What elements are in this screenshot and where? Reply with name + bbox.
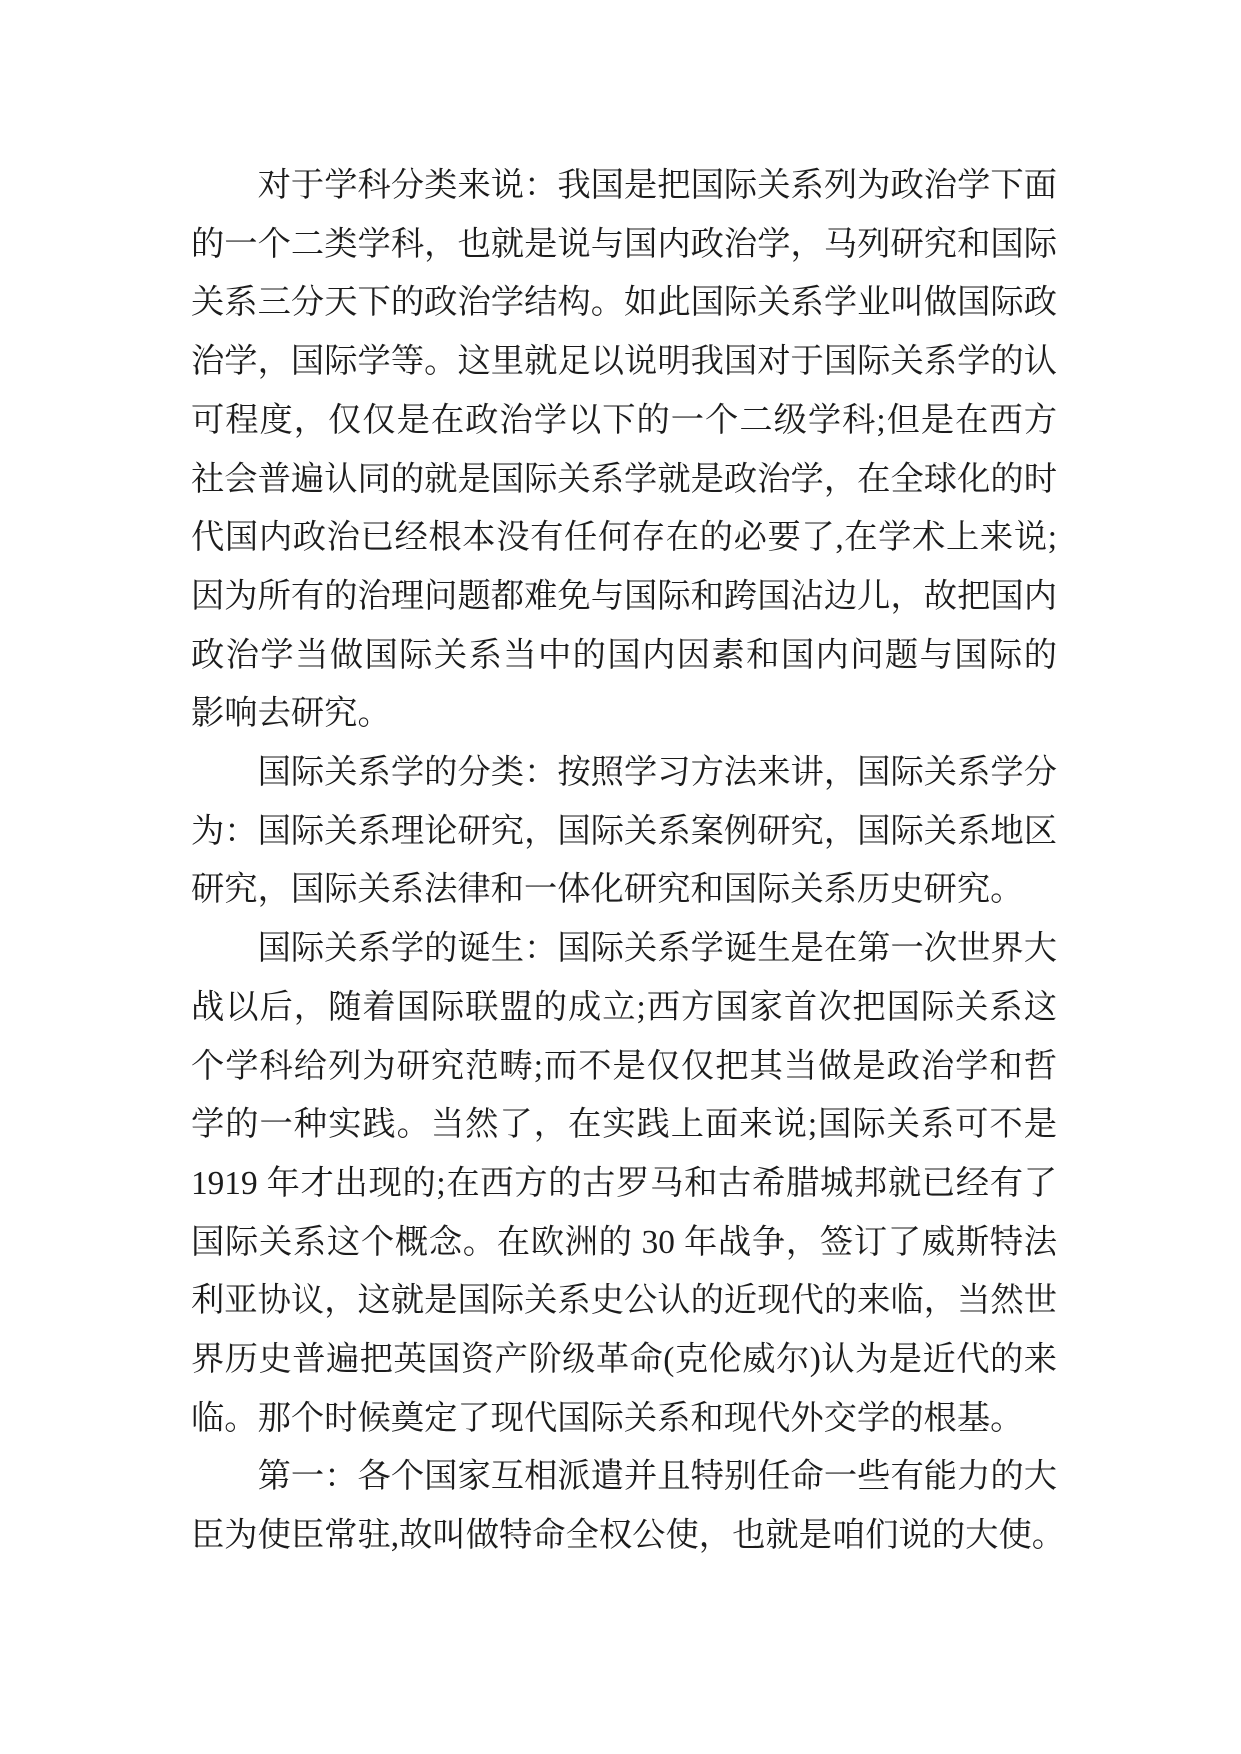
text-line: 关系三分天下的政治学结构。如此国际关系学业叫做国际政 (191, 284, 1057, 322)
text-line: 因为所有的治理问题都难免与国际和跨国沾边儿，故把国内 (191, 577, 1057, 615)
paragraph-ir-birth (191, 920, 1057, 1448)
text-line: 1919 年才出现的;在西方的古罗马和古希腊城邦就已经有了 (191, 1164, 1057, 1202)
text-line: 第一：各个国家互相派遣并且特别任命一些有能力的大 (257, 1458, 1057, 1496)
text-line: 个学科给列为研究范畴;而不是仅仅把其当做是政治学和哲 (191, 1047, 1057, 1085)
text-line: 可程度，仅仅是在政治学以下的一个二级学科;但是在西方 (191, 401, 1057, 439)
text-line: 臣为使臣常驻,故叫做特命全权公使，也就是咱们说的大使。 (191, 1517, 1066, 1555)
text-line: 学的一种实践。当然了，在实践上面来说;国际关系可不是 (191, 1106, 1057, 1144)
text-line: 代国内政治已经根本没有任何存在的必要了,在学术上来说; (191, 519, 1057, 557)
text-line: 影响去研究。 (191, 695, 391, 733)
text-line: 国际关系学的诞生：国际关系学诞生是在第一次世界大 (257, 930, 1057, 968)
text-line: 利亚协议，这就是国际关系史公认的近现代的来临，当然世 (191, 1282, 1057, 1320)
text-line: 国际关系这个概念。在欧洲的 30 年战争，签订了威斯特法 (191, 1223, 1057, 1261)
text-line: 政治学当做国际关系当中的国内因素和国内问题与国际的 (191, 636, 1057, 674)
document-body (191, 157, 1066, 1566)
text-line: 社会普遍认同的就是国际关系学就是政治学，在全球化的时 (191, 460, 1057, 498)
text-line: 研究，国际关系法律和一体化研究和国际关系历史研究。 (191, 871, 1024, 909)
text-line: 国际关系学的分类：按照学习方法来讲，国际关系学分 (257, 754, 1057, 792)
text-line: 界历史普遍把英国资产阶级革命(克伦威尔)认为是近代的来 (191, 1341, 1057, 1379)
paragraph-discipline-classification (191, 157, 1057, 744)
paragraph-first-point (191, 1448, 1066, 1565)
text-line: 为：国际关系理论研究，国际关系案例研究，国际关系地区 (191, 812, 1057, 850)
text-line: 对于学科分类来说：我国是把国际关系列为政治学下面 (257, 167, 1057, 204)
text-line: 的一个二类学科，也就是说与国内政治学，马列研究和国际 (191, 225, 1057, 263)
text-line: 治学，国际学等。这里就足以说明我国对于国际关系学的认 (191, 343, 1057, 381)
paragraph-ir-classification (191, 744, 1057, 920)
text-line: 战以后，随着国际联盟的成立;西方国家首次把国际关系这 (191, 988, 1057, 1026)
text-line: 临。那个时候奠定了现代国际关系和现代外交学的根基。 (191, 1399, 1024, 1437)
